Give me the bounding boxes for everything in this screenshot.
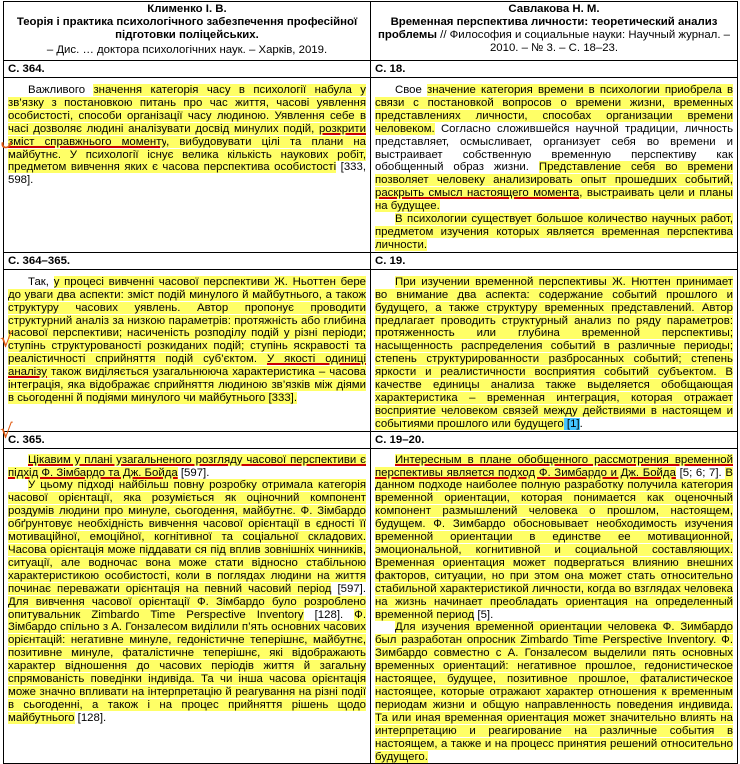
right-page-ref: С. 19–20. xyxy=(371,431,738,448)
margin-checkmark-icon: √ xyxy=(0,419,13,443)
paragraph: Так, у процесі вивченні часової перспективи Ж. Ньоттен бере до уваги два аспекти: зміст подій минулого й майбутнього, а також структуру часових уявлень. Автор пропонує проводити структурний аналіз за низкою параметрів: протяжність або глибина часової перспективи; насиченість розподілу подій у різні періоди; ступінь структурованості розкиданих подій; ступінь яскравості та реалістичності сприйняття подій суб’єктом. У якості одиниці аналізу також виділяється узагальнююча характеристика – часова інтеграція, яка відображає сприйняття людиною зв’язків між діями в сьогоденні й подіями минулого чи майбутнього [333]. xyxy=(8,275,367,404)
right-text-cell xyxy=(371,78,738,253)
margin-checkmark-icon: ᴗ xyxy=(0,129,13,153)
paragraph: При изучении временной перспективы Ж. Нюттен принимает во внимание два аспекта: содержание событий прошлого и будущего, а также структуру временных представлений. Автор предлагает проводить структурный анализ по ряду параметров: протяженность или глубина временной перспективы; насыщенность распределения событий в различные периоды; степень структурированности разбросанных событий; степень яркости и реалистичности восприятия событий субъектом. В качестве единицы анализа также выделяется обобщающая характеристика – временная интеграция, которая отражает восприятие человеком связей между действиями в настоящем и событиями прошлого или будущего [1]. xyxy=(375,275,733,430)
right-text-cell xyxy=(371,448,738,764)
highlighted-phrase: розкрити зміст справжнього моменту xyxy=(8,122,366,148)
page-row-2 xyxy=(4,252,738,269)
margin-checkmark-icon: √ xyxy=(0,328,13,352)
page-row-3 xyxy=(4,431,738,448)
highlighted-phrase: У якості одиниці аналізу xyxy=(8,353,366,379)
left-page-ref: С. 365. xyxy=(4,431,371,448)
citation-ref: [1] xyxy=(563,417,580,430)
right-source: // Философия и социальные науки: Научный журнал. – 2010. – № 3. – С. 18–23. xyxy=(436,28,730,54)
right-text-cell xyxy=(371,269,738,431)
paragraph: Для изучения временной ориентации человека Ф. Зимбардо был разработан опросник Zimbardo Time Perspective Inventory. Ф. Зимбардо совместно с А. Гонзалесом выделили пять основных временных ориентаций: негативное прошлое, гедонистическое настоящее, будущее, позитивное прошлое, фаталистическое настоящее, которые отражают характер отношения к временным периодам жизни и общую направленность поведения индивида. Та или иная временная ориентация может значительно влиять на интерпретацию и реагирование на различные события в настоящем, а также и на процесс принятия решений относительно будущего. xyxy=(375,621,733,763)
left-text-cell xyxy=(4,448,371,764)
paragraph: У цьому підході найбільш повну розробку отримала категорія часової орієнтації, яка розуміється як оціночний компонент роздумів людини про минуле, сьогодення, майбутнє. Ф. Зімбардо обґрунтовує необхідність вивчення часової орієнтації в єдності її мотиваційної, емоційної, когнітивної та соціальної складових. Часова орієнтація може піддавати ся під вплив зовнішніх чинників, ситуації, але водночас вона може стати відносно стабільною характеристикою особистості, коли в поглядах людини на життя починає переважати орієнтація на певний часовий період [597]. Для вивчення часової орієнтації Ф. Зімбардо було розроблено опитувальник Zimbardo Time Perspective Inventory [128]. Ф. Зімбардо спільно з А. Гонзалесом виділили п’ять основних часових орієнтацій: негативне минуле, гедоністичне теперішнє, майбутнє, позитивне минуле, фаталістичне теперішнє, які відображають характер відношення до часових періодів життя й загальну спрямованість поведінки індивіда. Та чи інша часова орієнтація може значно впливати на інтерпретацію й реагування на різні події в сьогоденні, а також і на процес прийняття рішень щодо майбутнього [128]. xyxy=(8,479,367,724)
right-page-ref: С. 18. xyxy=(371,61,738,78)
right-page-ref: С. 19. xyxy=(371,252,738,269)
right-citation xyxy=(378,16,730,54)
header-row xyxy=(4,2,738,61)
left-page-ref: С. 364–365. xyxy=(4,252,371,269)
paragraph: Важливого значення категорія часу в психології набула у зв’язку з постановкою питань про час життя, часові уявлення особистості, способи організації часу людиною. Уявлення себе в часі дозволяє людині аналізувати досвід минулих подій, розкрити зміст справжнього моменту, вибудовувати цілі та плани на майбутнє. У психології існує велика кількість наукових робіт, предметом вивчення яких є часова перспектива особистості [333, 598]. xyxy=(8,84,366,187)
highlighted-phrase: раскрыть смысл настоящего момента xyxy=(375,187,580,200)
text-row-3 xyxy=(4,448,738,764)
page-row-1 xyxy=(4,61,738,78)
paragraph: В психологии существует большое количество научных работ, предметом изучения которых является временная перспектива личности. xyxy=(375,213,733,251)
left-title: Теорія і практика психологічного забезпечення професійної підготовки поліцейських. xyxy=(16,15,358,41)
left-author: Клименко І. В. xyxy=(147,3,227,15)
text-row-2 xyxy=(4,269,738,431)
left-text-cell xyxy=(4,269,371,431)
right-title: Временная перспектива личности: теоретический анализ проблемы xyxy=(378,15,718,41)
right-source-cell xyxy=(371,2,738,61)
paragraph: Свое значение категория времени в психологии приобрела в связи с постановкой вопросов о времени жизни, временных представлениях личности, способах организации времени человеком. Согласно сложившейся научной традиции, личность представляет, осмысливает, организует себя во времени и выстраивает собственную временную перспективу как обобщенный образ жизни. Представление себя во времени позволяет человеку анализировать опыт прошедших событий, раскрыть смысл настоящего момента, выстраивать цели и планы на будущее. xyxy=(375,84,734,213)
highlighted-phrase: Цікавим у плані узагальненого розгляду часової перспективи є підхід Ф. Зімбардо та Дж. Бойда xyxy=(8,453,366,479)
right-author: Савлакова Н. М. xyxy=(508,3,600,15)
left-source-cell xyxy=(4,2,371,61)
left-page-ref: С. 364. xyxy=(4,61,371,78)
text-row-1 xyxy=(4,78,738,253)
comparison-table xyxy=(3,1,738,764)
left-text-cell xyxy=(4,78,371,253)
highlighted-phrase: Интересным в плане обобщенного рассмотрения временной перспективы является подход Ф. Зимбардо и Дж. Бойда xyxy=(375,453,733,479)
paragraph: Цікавим у плані узагальненого розгляду часової перспективи є підхід Ф. Зімбардо та Дж. Бойда [597]. xyxy=(8,453,366,479)
paragraph: Интересным в плане обобщенного рассмотрения временной перспективы является подход Ф. Зимбардо и Дж. Бойда [5; 6; 7]. В данном подходе наиболее полную разработку получила категория временной ориентации, которая понимается как оценочный компонент размышлений человека о прошлом, настоящем, будущем. Ф. Зимбардо обосновывает необходимость изучения временной ориентации в единстве ее мотивационной, эмоциональной, когнитивной и социальной составляющих. Временная ориентация может подвергаться влиянию внешних факторов, ситуации, но при этом она может стать относительно стабильной характеристикой личности, когда во взглядах человека на жизнь начинает преобладать ориентация на определенный временной период [5]. xyxy=(375,453,733,621)
left-source: – Дис. … доктора психологічних наук. – Харків, 2019. xyxy=(46,43,328,56)
